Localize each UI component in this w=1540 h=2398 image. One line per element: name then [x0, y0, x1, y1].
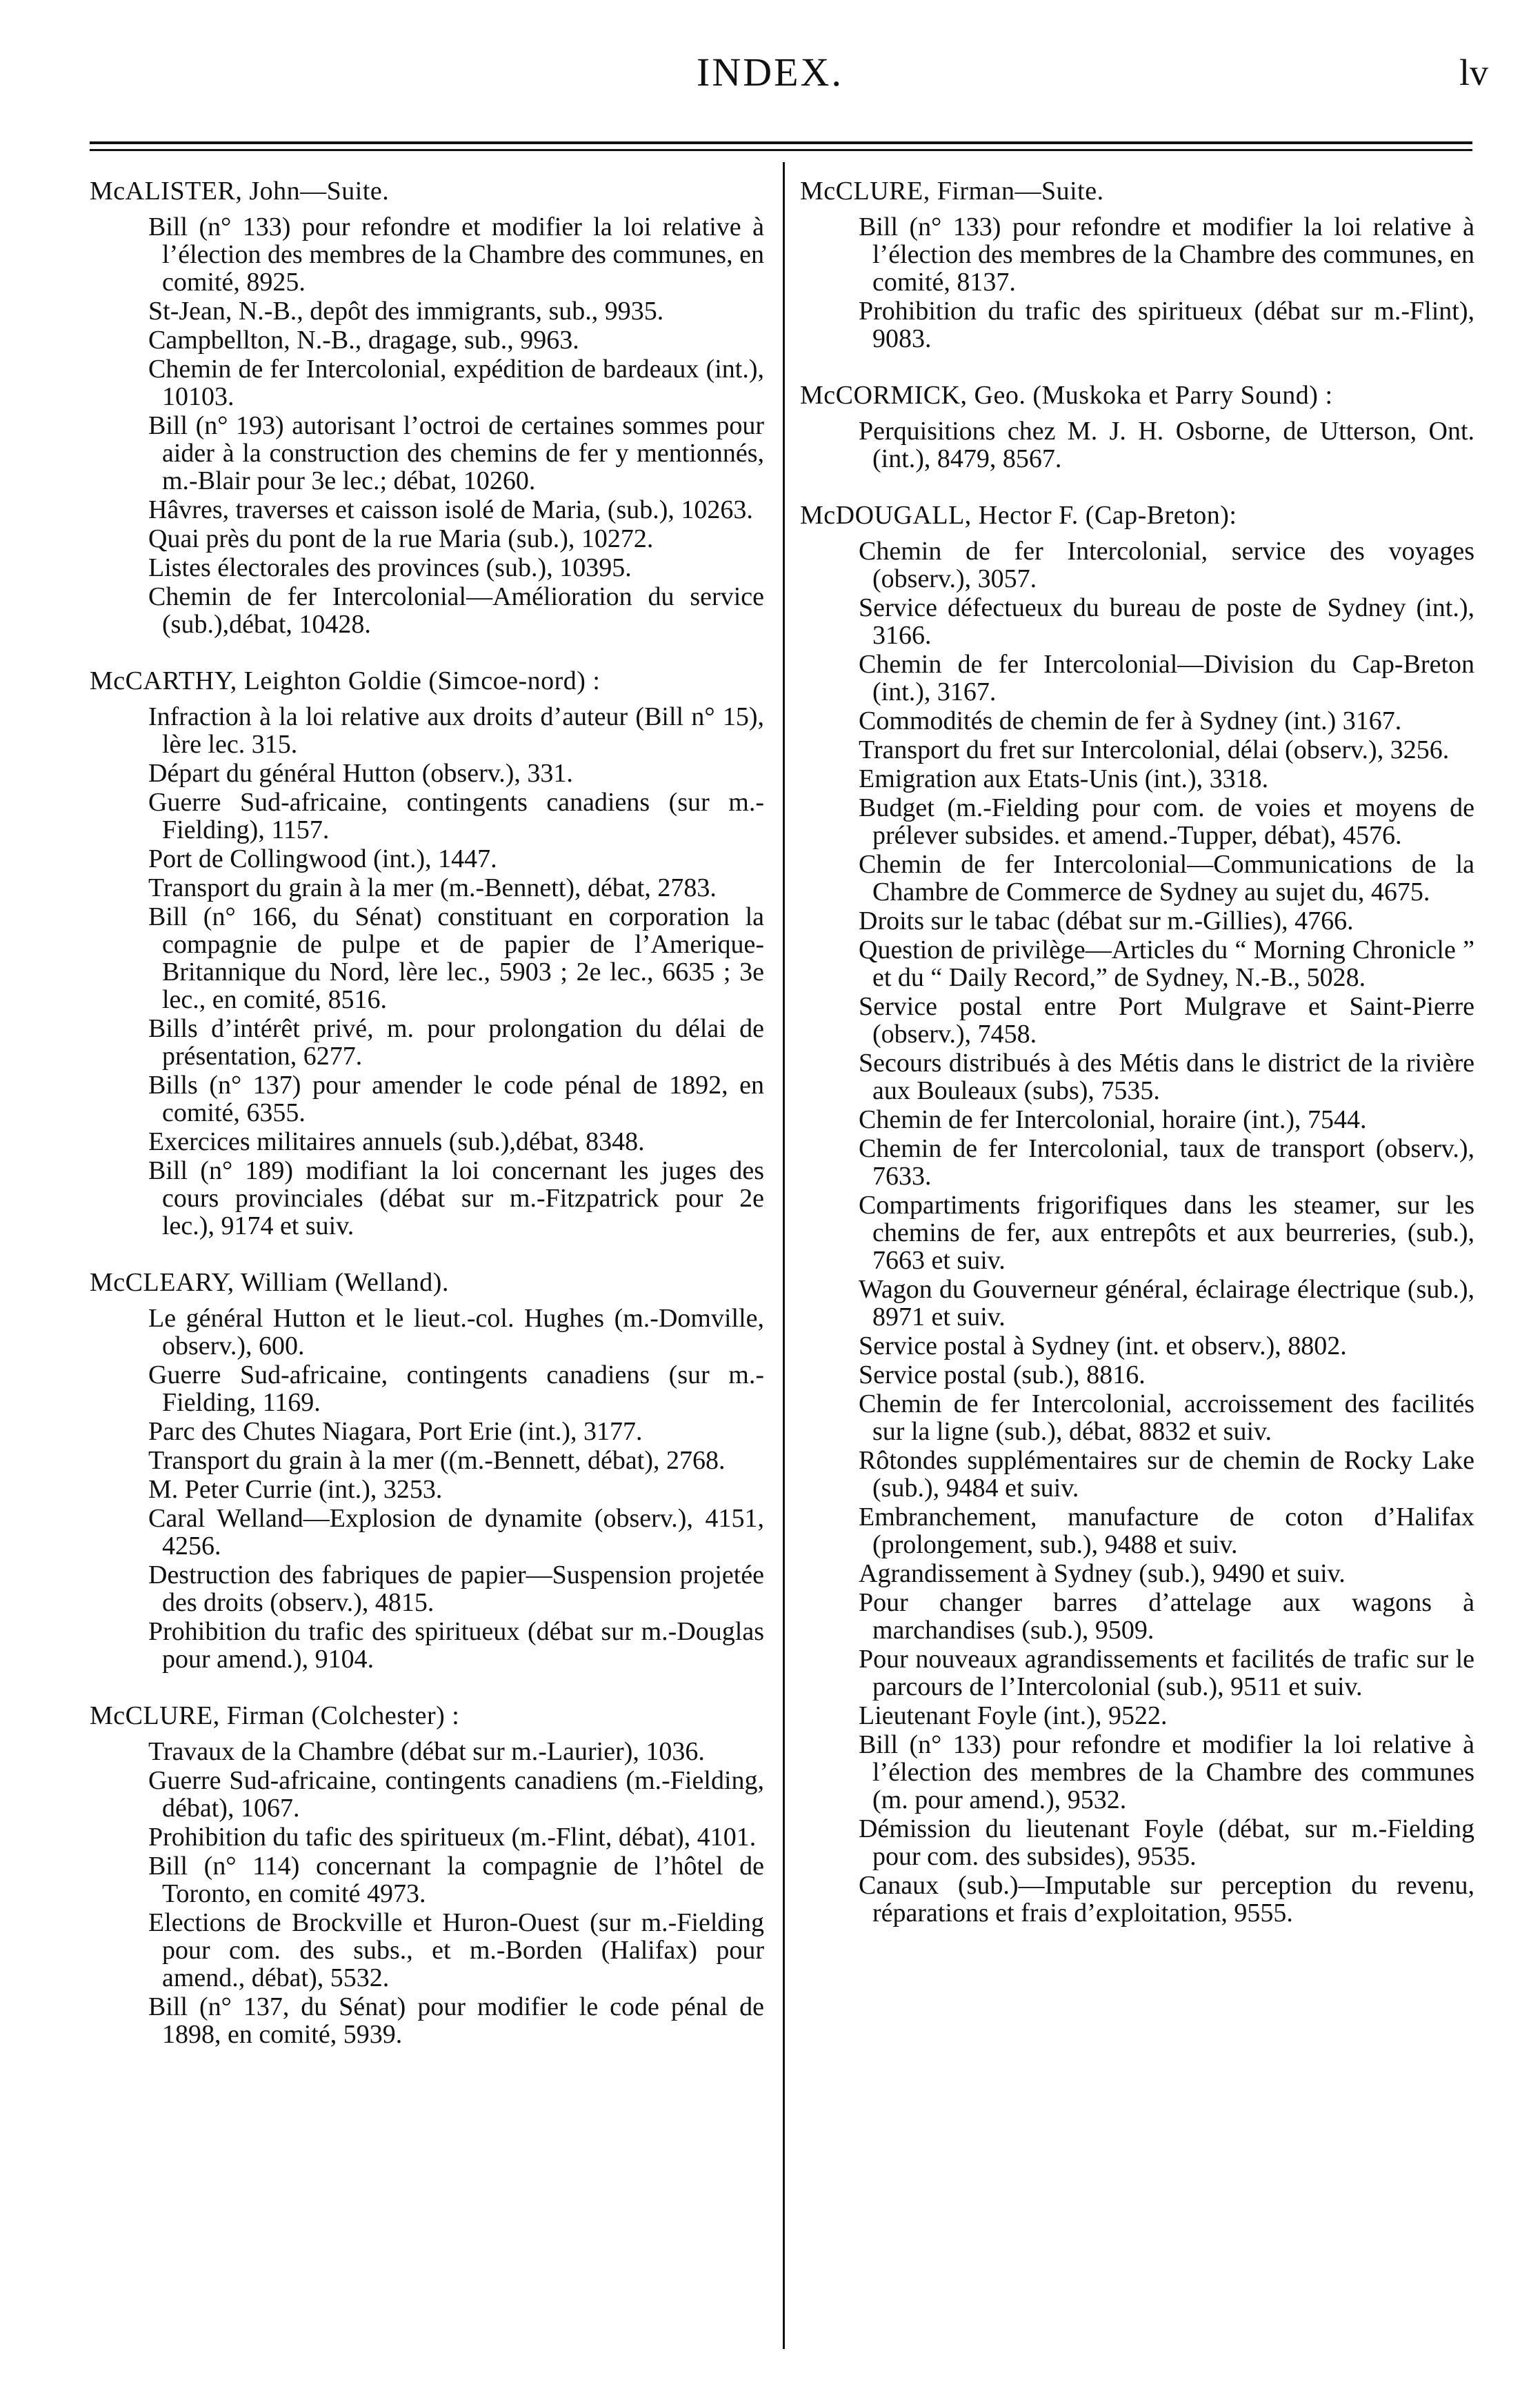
entry-subitem: Wagon du Gouverneur général, éclairage électrique (sub.), 8971 et suiv.: [859, 1275, 1474, 1331]
entry-heading: McCARTHY, Leighton Goldie (Simcoe-nord) :: [90, 666, 601, 695]
entry-subitem: St-Jean, N.-B., depôt des immigrants, sub., 9935.: [148, 297, 664, 326]
entry-subitem: Caral Welland—Explosion de dynamite (observ.), 4151, 4256.: [148, 1504, 764, 1560]
entry-heading: McCLURE, Firman (Colchester) :: [90, 1701, 460, 1730]
entry-subitem: Prohibition du tafic des spiritueux (m.-Flint, débat), 4101.: [148, 1823, 757, 1852]
entry-subitem: Embranchement, manufacture de coton d’Halifax (prolongement, sub.), 9488 et suiv.: [859, 1503, 1474, 1559]
entry-subitem: Bill (n° 189) modifiant la loi concernant les juges des cours provinciales (débat sur m.-Fitzpatrick pour 2e lec.), 9174 et suiv.: [148, 1156, 764, 1240]
entry-subitem: Transport du fret sur Intercolonial, délai (observ.), 3256.: [859, 735, 1450, 764]
entry-heading: McCLURE, Firman—Suite.: [800, 177, 1104, 206]
entry-subitem: Le général Hutton et le lieut.-col. Hughes (m.-Domville, observ.), 600.: [148, 1304, 764, 1360]
entry-subitem: Perquisitions chez M. J. H. Osborne, de Utterson, Ont. (int.), 8479, 8567.: [859, 417, 1474, 473]
entry-subitem: Bill (n° 193) autorisant l’octroi de certaines sommes pour aider à la construction des chemins de fer y mentionnés, m.-Blair pour 3e lec.; débat, 10260.: [148, 411, 764, 495]
entry-subitem: Bill (n° 133) pour refondre et modifier la loi relative à l’élection des membres de la Chambre des communes (m. pour amend.), 9532.: [859, 1730, 1474, 1814]
index-entry: [90, 1701, 764, 2048]
entry-subitem: Budget (m.-Fielding pour com. de voies et moyens de prélever subsides. et amend.-Tupper, débat), 4576.: [859, 793, 1474, 850]
entry-subitem: Quai près du pont de la rue Maria (sub.), 10272.: [148, 524, 654, 553]
entry-subitem: Agrandissement à Sydney (sub.), 9490 et suiv.: [859, 1559, 1346, 1588]
entry-subitem: Bill (n° 137, du Sénat) pour modifier le code pénal de 1898, en comité, 5939.: [148, 1992, 764, 2049]
entry-subitem: Bill (n° 133) pour refondre et modifier la loi relative à l’élection des membres de la Chambre des communes, en comité, 8925.: [148, 212, 764, 297]
entry-subitem: Travaux de la Chambre (débat sur m.-Laurier), 1036.: [148, 1737, 705, 1766]
entry-subitem: Pour changer barres d’attelage aux wagons à marchandises (sub.), 9509.: [859, 1588, 1474, 1645]
entry-subitem: Bill (n° 133) pour refondre et modifier la loi relative à l’élection des membres de la Chambre des communes, en comité, 8137.: [859, 212, 1474, 297]
entry-subitem: Parc des Chutes Niagara, Port Erie (int.), 3177.: [148, 1417, 643, 1446]
entry-subitem: Chemin de fer Intercolonial, taux de transport (observ.), 7633.: [859, 1134, 1474, 1191]
entry-subitem: Rôtondes supplémentaires sur de chemin de Rocky Lake (sub.), 9484 et suiv.: [859, 1446, 1474, 1503]
entry-subitem: Service défectueux du bureau de poste de Sydney (int.), 3166.: [859, 593, 1474, 650]
entry-subitem: Prohibition du trafic des spiritueux (débat sur m.-Flint), 9083.: [859, 297, 1474, 353]
entry-subitem: Service postal entre Port Mulgrave et Saint-Pierre (observ.), 7458.: [859, 992, 1474, 1049]
index-entry: [90, 1267, 764, 1673]
entry-subitem: Guerre Sud-africaine, contingents canadiens (sur m.-Fielding, 1169.: [148, 1360, 764, 1417]
column-divider: [783, 162, 785, 2349]
entry-subitem: Transport du grain à la mer (m.-Bennett), débat, 2783.: [148, 873, 717, 902]
entry-subitem: Campbellton, N.-B., dragage, sub., 9963.: [148, 326, 579, 355]
entry-subitem: Prohibition du trafic des spiritueux (débat sur m.-Douglas pour amend.), 9104.: [148, 1617, 764, 1674]
entry-subitem: Compartiments frigorifiques dans les steamer, sur les chemins de fer, aux entrepôts et aux beurreries, (sub.), 7663 et suiv.: [859, 1191, 1474, 1275]
entry-subitem: Chemin de fer Intercolonial, horaire (int.), 7544.: [859, 1105, 1367, 1134]
index-entry: [800, 380, 1474, 473]
entry-subitem: Exercices militaires annuels (sub.),débat, 8348.: [148, 1127, 645, 1156]
entry-subitem: Commodités de chemin de fer à Sydney (int.) 3167.: [859, 706, 1402, 735]
entry-subitem: M. Peter Currie (int.), 3253.: [148, 1475, 443, 1504]
entry-subitem: Chemin de fer Intercolonial, accroissement des facilités sur la ligne (sub.), débat, 8832 et suiv.: [859, 1389, 1474, 1446]
entry-subitem: Service postal à Sydney (int. et observ.), 8802.: [859, 1331, 1347, 1360]
header-rule-bottom: [90, 149, 1472, 151]
entry-subitem: Chemin de fer Intercolonial—Division du Cap-Breton (int.), 3167.: [859, 650, 1474, 706]
page-title: INDEX.: [697, 50, 843, 95]
page-header: [0, 41, 1540, 103]
entry-subitem: Destruction des fabriques de papier—Suspension projetée des droits (observ.), 4815.: [148, 1560, 764, 1617]
index-entry: [800, 176, 1474, 353]
index-entry: [800, 500, 1474, 1927]
entry-subitem: Infraction à la loi relative aux droits d’auteur (Bill n° 15), lère lec. 315.: [148, 702, 764, 759]
entry-heading: McCORMICK, Geo. (Muskoka et Parry Sound) :: [800, 381, 1333, 410]
index-columns: [90, 176, 1472, 2370]
entry-subitem: Canaux (sub.)—Imputable sur perception du revenu, réparations et frais d’exploitation, 9555.: [859, 1871, 1474, 1928]
entry-subitem: Bill (n° 114) concernant la compagnie de l’hôtel de Toronto, en comité 4973.: [148, 1852, 764, 1908]
entry-subitem: Départ du général Hutton (observ.), 331.: [148, 759, 573, 788]
entry-subitem: Chemin de fer Intercolonial, service des voyages (observ.), 3057.: [859, 537, 1474, 593]
entry-subitem: Bill (n° 166, du Sénat) constituant en corporation la compagnie de pulpe et de papier de l’Amerique-Britannique du Nord, lère lec., 5903 ; 2e lec., 6635 ; 3e lec., en comité, 8516.: [148, 902, 764, 1014]
entry-subitem: Démission du lieutenant Foyle (débat, sur m.-Fielding pour com. des subsides), 9535.: [859, 1814, 1474, 1871]
right-column: [800, 176, 1474, 2370]
index-entry: [90, 666, 764, 1240]
index-entry: [90, 176, 764, 638]
entry-subitem: Listes électorales des provinces (sub.), 10395.: [148, 553, 632, 582]
entry-subitem: Lieutenant Foyle (int.), 9522.: [859, 1701, 1168, 1730]
header-rule-top: [90, 141, 1472, 144]
entry-heading: McALISTER, John—Suite.: [90, 177, 390, 206]
entry-heading: McCLEARY, William (Welland).: [90, 1268, 449, 1297]
entry-subitem: Emigration aux Etats-Unis (int.), 3318.: [859, 764, 1269, 793]
entry-subitem: Bills d’intérêt privé, m. pour prolongation du délai de présentation, 6277.: [148, 1014, 764, 1071]
entry-subitem: Guerre Sud-africaine, contingents canadiens (m.-Fielding, débat), 1067.: [148, 1766, 764, 1823]
entry-heading: McDOUGALL, Hector F. (Cap-Breton):: [800, 501, 1237, 530]
entry-subitem: Guerre Sud-africaine, contingents canadiens (sur m.-Fielding), 1157.: [148, 788, 764, 844]
entry-subitem: Droits sur le tabac (débat sur m.-Gillies), 4766.: [859, 906, 1354, 935]
entry-subitem: Bills (n° 137) pour amender le code pénal de 1892, en comité, 6355.: [148, 1071, 764, 1127]
entry-subitem: Elections de Brockville et Huron-Ouest (sur m.-Fielding pour com. des subs., et m.-Borden (Halifax) pour amend., débat), 5532.: [148, 1908, 764, 1992]
entry-subitem: Port de Collingwood (int.), 1447.: [148, 844, 497, 873]
page-number: lv: [1459, 52, 1488, 93]
entry-subitem: Chemin de fer Intercolonial—Communications de la Chambre de Commerce de Sydney au sujet du, 4675.: [859, 850, 1474, 906]
entry-subitem: Hâvres, traverses et caisson isolé de Maria, (sub.), 10263.: [148, 495, 753, 524]
entry-subitem: Service postal (sub.), 8816.: [859, 1360, 1146, 1389]
entry-subitem: Transport du grain à la mer ((m.-Bennett, débat), 2768.: [148, 1446, 726, 1475]
entry-subitem: Pour nouveaux agrandissements et facilités de trafic sur le parcours de l’Intercolonial (sub.), 9511 et suiv.: [859, 1645, 1474, 1701]
entry-subitem: Chemin de fer Intercolonial, expédition de bardeaux (int.), 10103.: [148, 355, 764, 411]
entry-subitem: Question de privilège—Articles du “ Morning Chronicle ” et du “ Daily Record,” de Sydney, N.-B., 5028.: [859, 935, 1474, 992]
entry-subitem: Secours distribués à des Métis dans le district de la rivière aux Bouleaux (subs), 7535.: [859, 1049, 1474, 1105]
left-column: [90, 176, 764, 2370]
entry-subitem: Chemin de fer Intercolonial—Amélioration du service (sub.),débat, 10428.: [148, 582, 764, 639]
